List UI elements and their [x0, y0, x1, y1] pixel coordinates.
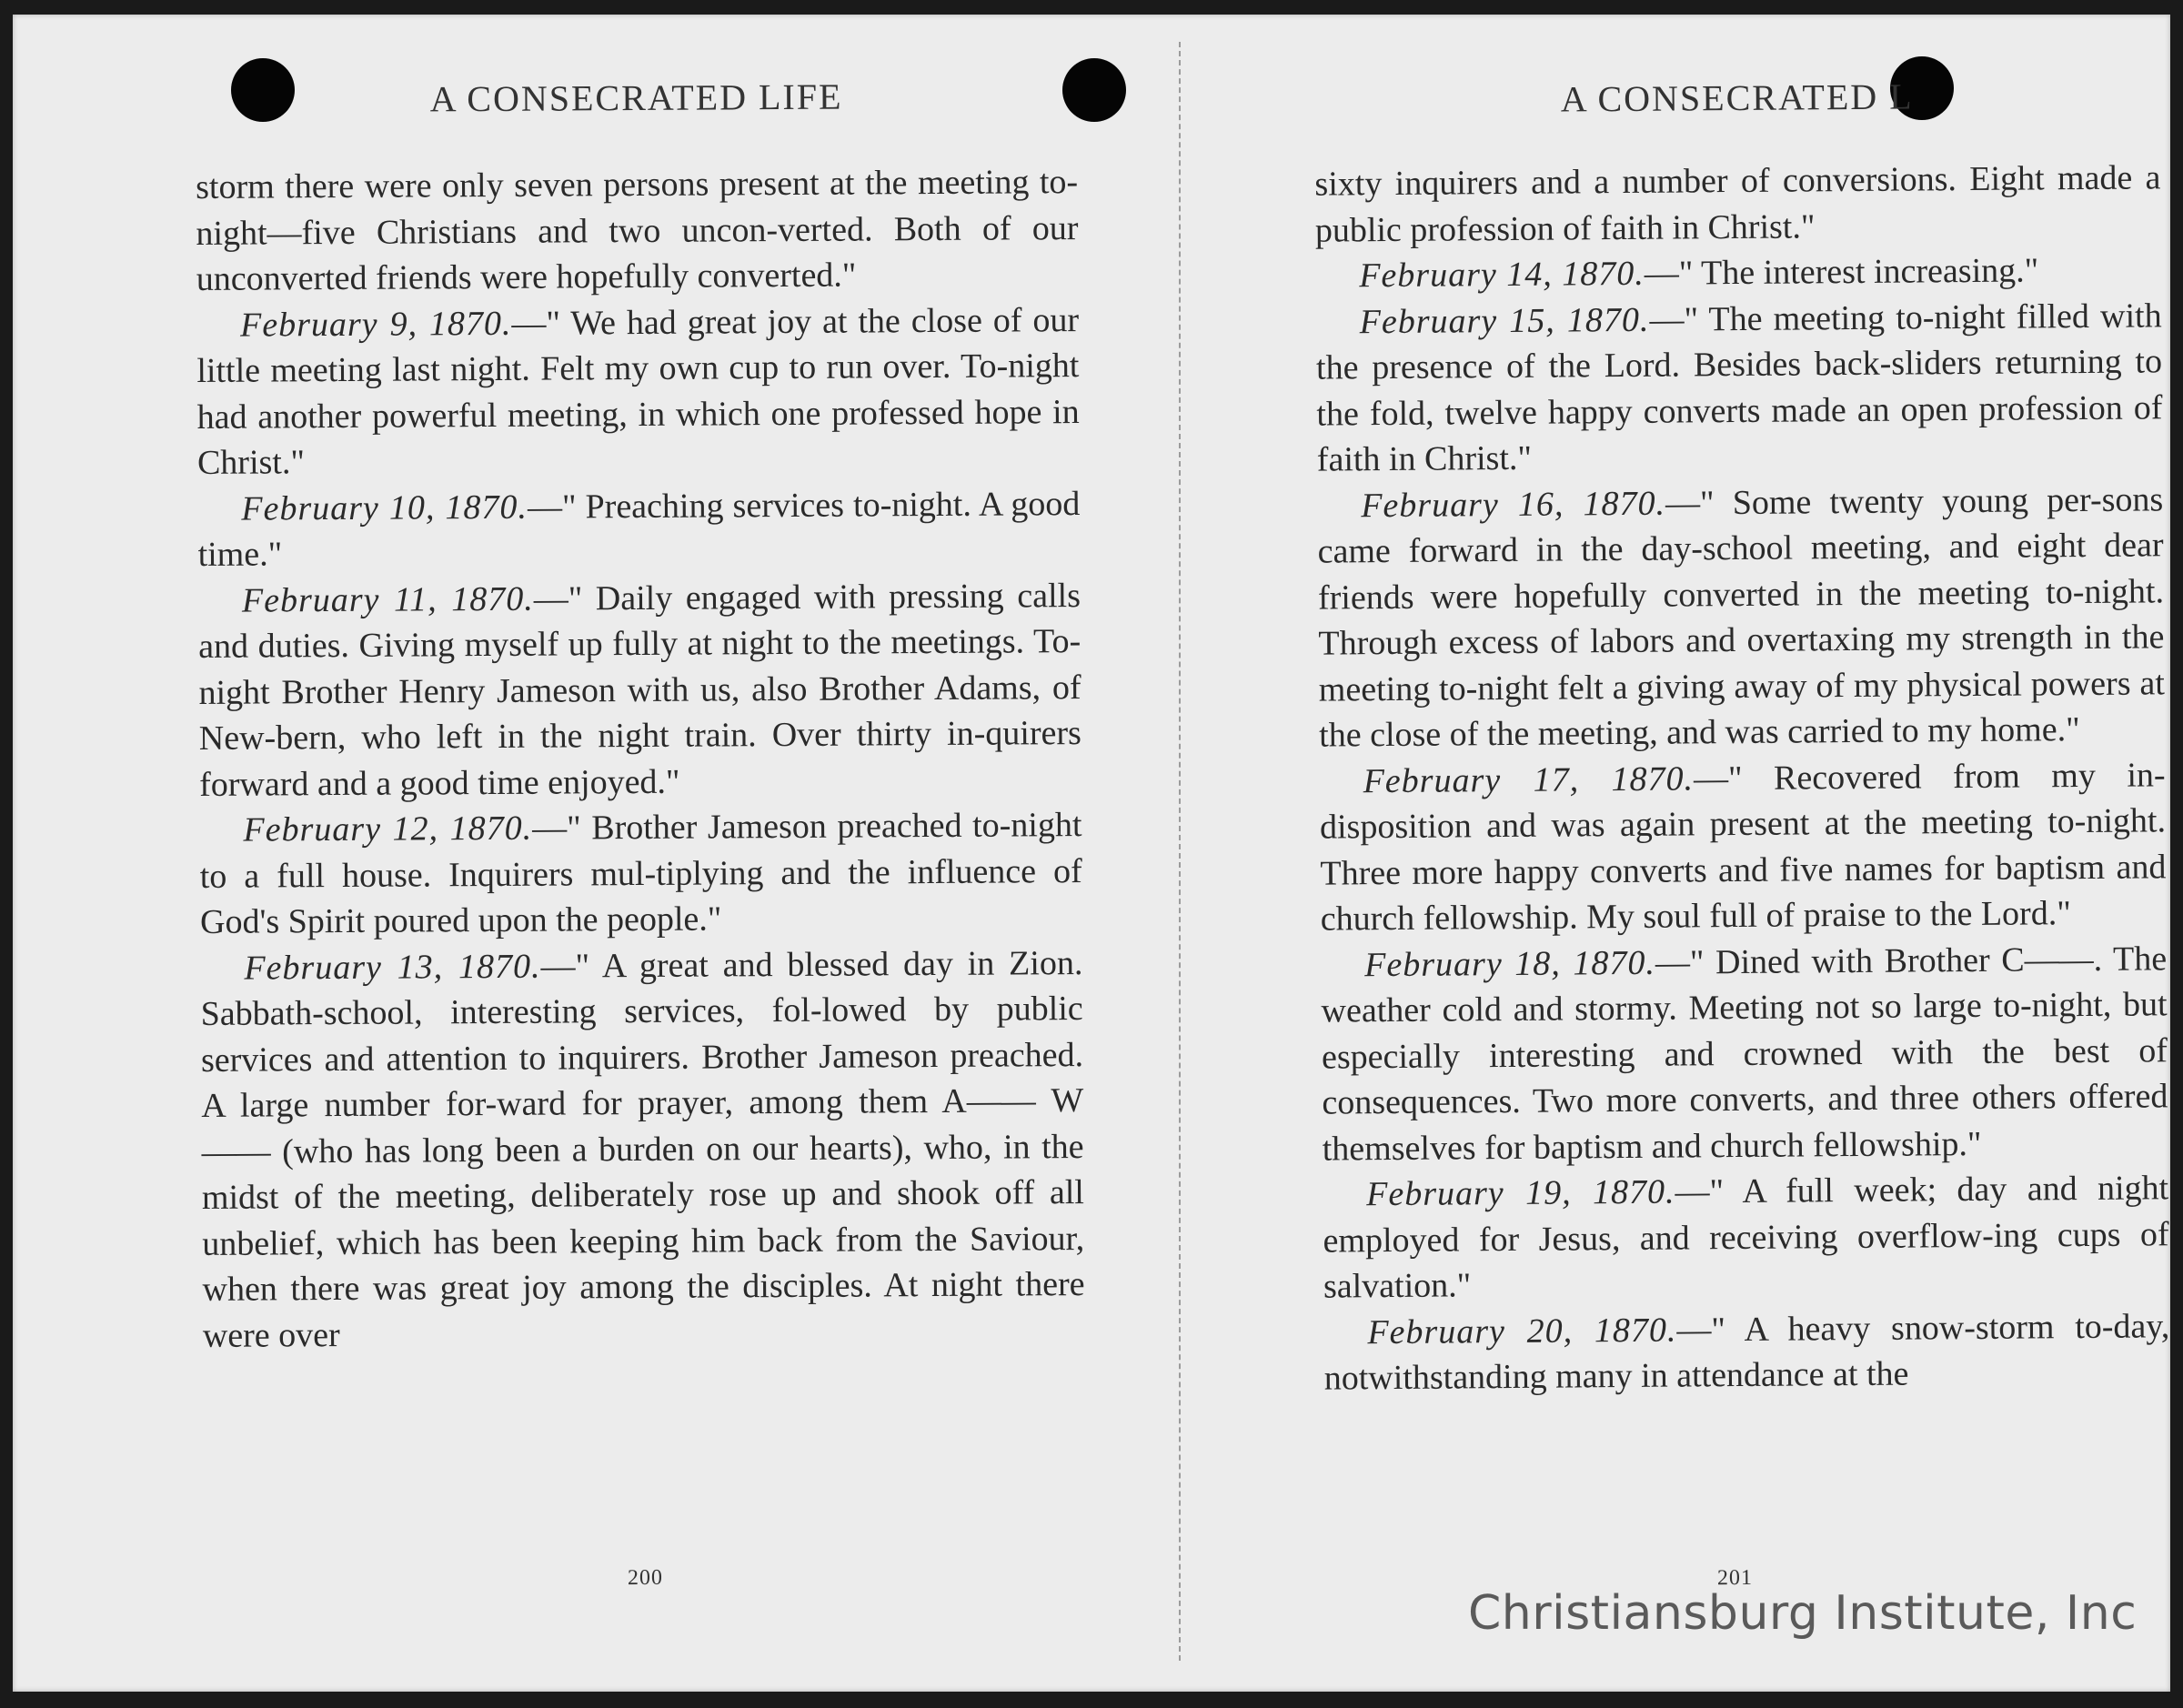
entry-text: —" Preaching services to-night. A good time."	[197, 484, 1081, 574]
entry-date: February 15, 1870.	[1359, 300, 1650, 341]
right-paragraph	[1321, 936, 2168, 1172]
entry-text: —" Brother Jameson preached to-night to a full house. Inquirers mul-tiplying and the influence of God's Spirit poured upon the people."	[199, 806, 1082, 941]
left-page-body	[196, 159, 1085, 1359]
entry-text: —" A heavy snow-storm to-day, notwithstanding many in attendance at the	[1323, 1306, 2170, 1398]
entry-text: —" Dined with Brother C——. The weather cold and stormy. Meeting not so large to-night, but especially interesting and crowned with the best of consequences. Two more converts, and three others offered themselves for baptism and church fellowship."	[1321, 939, 2168, 1169]
left-paragraph	[196, 159, 1079, 302]
entry-text: —" A great and blessed day in Zion. Sabbath-school, interesting services, fol-lowed by public services and attention to inquirers. Brother Jameson preached. A large number for-ward for prayer, among them A—— W—— (who has long been a burden on our hearts), who, in the midst of the meeting, deliberately rose up and shook off all unbelief, which has been keeping him back from the Saviour, when there was great joy among the disciples. At night there were over	[200, 943, 1085, 1355]
right-paragraph	[1323, 1165, 2169, 1310]
right-paragraph	[1315, 293, 2163, 483]
entry-date: February 20, 1870.	[1367, 1311, 1677, 1351]
right-paragraph	[1314, 155, 2161, 253]
entry-text: —" The interest increasing."	[1644, 251, 2039, 293]
right-page-number: 201	[1716, 1565, 1754, 1591]
entry-date: February 13, 1870.	[244, 947, 541, 988]
entry-date: February 19, 1870.	[1366, 1172, 1675, 1214]
right-paragraph	[1317, 477, 2165, 759]
entry-date: February 18, 1870.	[1364, 943, 1656, 984]
left-paragraph	[198, 573, 1082, 808]
entry-date: February 11, 1870.	[241, 579, 534, 620]
entry-date: February 16, 1870.	[1361, 484, 1666, 525]
entry-date: February 14, 1870.	[1359, 254, 1645, 296]
entry-text: sixty inquirers and a number of conversions. Eight made a public profession of faith in Christ."	[1314, 158, 2161, 250]
entry-text: —" We had great joy at the close of our little meeting last night. Felt my own cup to run over. To-night had another powerful meeting, in which one professed hope in Christ."	[196, 300, 1080, 482]
right-paragraph	[1323, 1303, 2170, 1402]
right-running-head: A CONSECRATED L	[1560, 75, 1914, 120]
entry-date: February 9, 1870.	[239, 304, 512, 345]
left-paragraph	[199, 802, 1082, 945]
right-paragraph	[1319, 752, 2167, 942]
left-paragraph	[200, 940, 1085, 1359]
right-page-body	[1314, 155, 2170, 1402]
entry-date: February 17, 1870.	[1363, 759, 1695, 800]
left-paragraph	[196, 297, 1080, 487]
right-page	[1313, 11, 2172, 1694]
entry-date: February 12, 1870.	[243, 809, 533, 849]
watermark: Christiansburg Institute, Inc	[1468, 1586, 2138, 1641]
entry-text: —" Recovered from my in-disposition and was again present at the meeting to-night. Three more happy converts and five names for baptism and church fellowship. My soul full of praise to the Lord."	[1319, 755, 2167, 939]
entry-date: February 10, 1870.	[241, 487, 528, 528]
scanned-sheet	[13, 15, 2170, 1692]
page-gutter	[1179, 42, 1181, 1661]
left-page-number: 200	[627, 1565, 664, 1591]
entry-text: —" Daily engaged with pressing calls and duties. Giving myself up fully at night to the meetings. To-night Brother Henry Jameson with us, also Brother Adams, of New-bern, who left in the night train. Over thirty in-quirers forward and a good time enjoyed."	[198, 576, 1081, 804]
entry-text: —" A full week; day and night employed for Jesus, and receiving overflow-ing cups of salvation."	[1323, 1169, 2169, 1306]
left-page	[195, 12, 1087, 1694]
entry-text: —" The meeting to-night filled with the presence of the Lord. Besides back-sliders returning to the fold, twelve happy converts made an open profession of faith in Christ."	[1315, 296, 2163, 479]
left-running-head: A CONSECRATED LIFE	[429, 75, 843, 120]
entry-text: —" Some twenty young per-sons came forward in the day-school meeting, and eight dear friends were hopefully converted in the meeting to-night. Through excess of labors and overtaxing my strength in the meeting to-night felt a giving away of my physical powers at the close of the meeting, and was carried to my home."	[1317, 479, 2165, 755]
left-paragraph	[197, 481, 1081, 578]
entry-text: storm there were only seven persons present at the meeting to-night—five Christians and two uncon-verted. Both of our unconverted friends were hopefully converted."	[196, 163, 1079, 298]
right-paragraph	[1315, 246, 2161, 299]
